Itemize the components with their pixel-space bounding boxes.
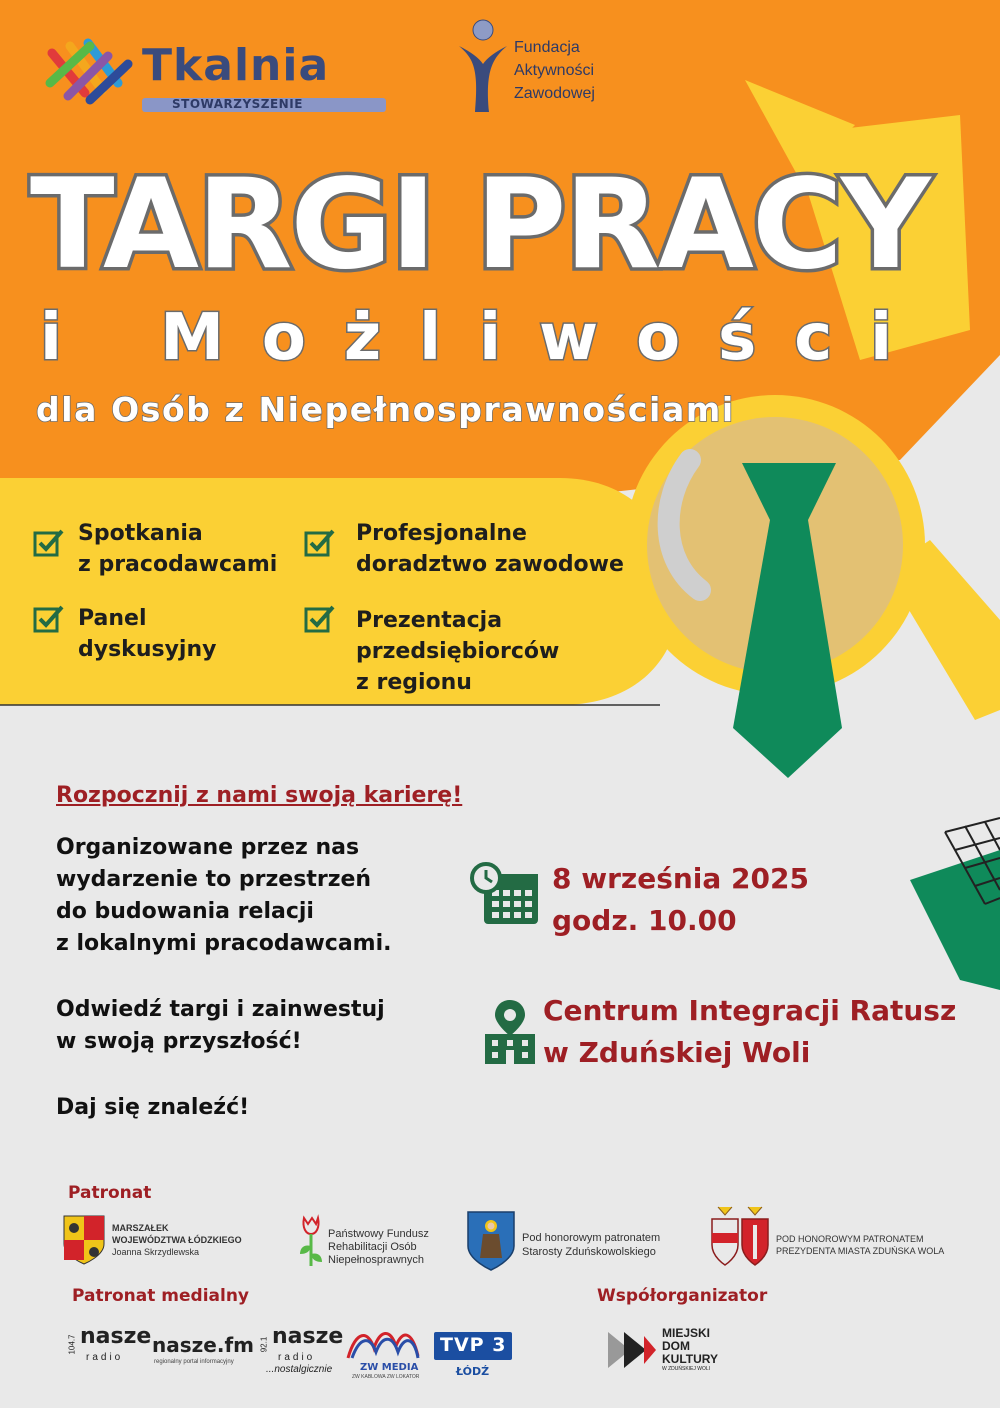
feature-presentation: Prezentacja przedsiębiorców z regionu	[356, 608, 560, 695]
page-title: TARGI PRACY	[30, 153, 929, 297]
coorganizer-heading: Współorganizator	[597, 1286, 768, 1306]
career-heading: Rozpocznij z nami swoją karierę!	[56, 783, 463, 808]
nasze-radio-nostalgicznie-logo: 92.1 nasze radio ...nostalgicznie	[259, 1324, 344, 1375]
mdk-logo-icon	[606, 1328, 658, 1372]
tvp3-logo: TVP 3	[434, 1332, 512, 1360]
faz-name: Fundacja Aktywności Zawodowej	[514, 39, 595, 102]
nasze-radio-logo: 104.7 nasze radio	[67, 1324, 152, 1363]
tvp3-region: ŁÓDŹ	[456, 1365, 490, 1378]
page-subtitle: i Możliwości	[40, 301, 931, 375]
voivodeship-coat-of-arms-icon	[62, 1214, 106, 1266]
zw-media-name: ZW MEDIA	[360, 1362, 419, 1373]
feature-meetings: Spotkania z pracodawcami	[78, 521, 278, 577]
tkalnia-name: Tkalnia	[142, 40, 330, 91]
paragraph-slogan: Daj się znaleźć!	[56, 1095, 250, 1120]
sponsor-pfron: Państwowy Fundusz Rehabilitacji Osób Niepełnosprawnych	[328, 1228, 429, 1266]
page-audience: dla Osób z Niepełnosprawnościami	[36, 390, 735, 429]
tkalnia-subtitle: STOWARZYSZENIE	[172, 97, 303, 111]
location-building-icon	[483, 998, 537, 1066]
sponsor-prezydent: POD HONOROWYM PATRONATEM PREZYDENTA MIASTA ZDUŃSKA WOLA	[776, 1234, 945, 1256]
zw-media-tag: ZW KABLOWA ZW LOKATOR	[352, 1374, 420, 1380]
event-date: 8 września 2025 godz. 10.00	[552, 862, 809, 937]
paragraph-invite: Odwiedź targi i zainwestuj w swoją przyszłość!	[56, 997, 385, 1054]
pfron-flower-icon	[296, 1214, 326, 1268]
tkalnia-logo-icon	[40, 38, 140, 108]
checkbox-icon	[33, 527, 65, 559]
media-heading: Patronat medialny	[72, 1286, 250, 1306]
patronat-heading: Patronat	[68, 1183, 152, 1203]
city-coat-of-arms-icon	[708, 1203, 772, 1269]
faz-logo-icon	[455, 18, 511, 116]
feature-panel: Panel dyskusyjny	[78, 606, 217, 662]
zw-media-wave-icon	[344, 1326, 422, 1362]
event-place: Centrum Integracji Ratusz w Zduńskiej Woli	[543, 994, 957, 1069]
nasze-fm-logo: nasze.fm regionalny portal informacyjny	[152, 1333, 254, 1365]
paragraph-intro: Organizowane przez nas wydarzenie to przestrzeń do budowania relacji z lokalnymi pracodawcami.	[56, 835, 392, 956]
checkbox-icon	[33, 603, 65, 635]
checkbox-icon	[304, 603, 336, 635]
feature-counseling: Profesjonalne doradztwo zawodowe	[356, 521, 624, 577]
calendar-clock-icon	[470, 860, 540, 928]
powiat-coat-of-arms-icon	[466, 1210, 516, 1272]
mdk-name: MIEJSKI DOM KULTURY W ZDUŃSKIEJ WOLI	[662, 1326, 718, 1372]
sponsor-marszalek: MARSZAŁEK WOJEWÓDZTWA ŁÓDZKIEGO Joanna Skrzydlewska	[112, 1223, 242, 1257]
checkbox-icon	[304, 527, 336, 559]
sponsor-starosta: Pod honorowym patronatem Starosty Zduńskowolskiego	[522, 1232, 661, 1258]
